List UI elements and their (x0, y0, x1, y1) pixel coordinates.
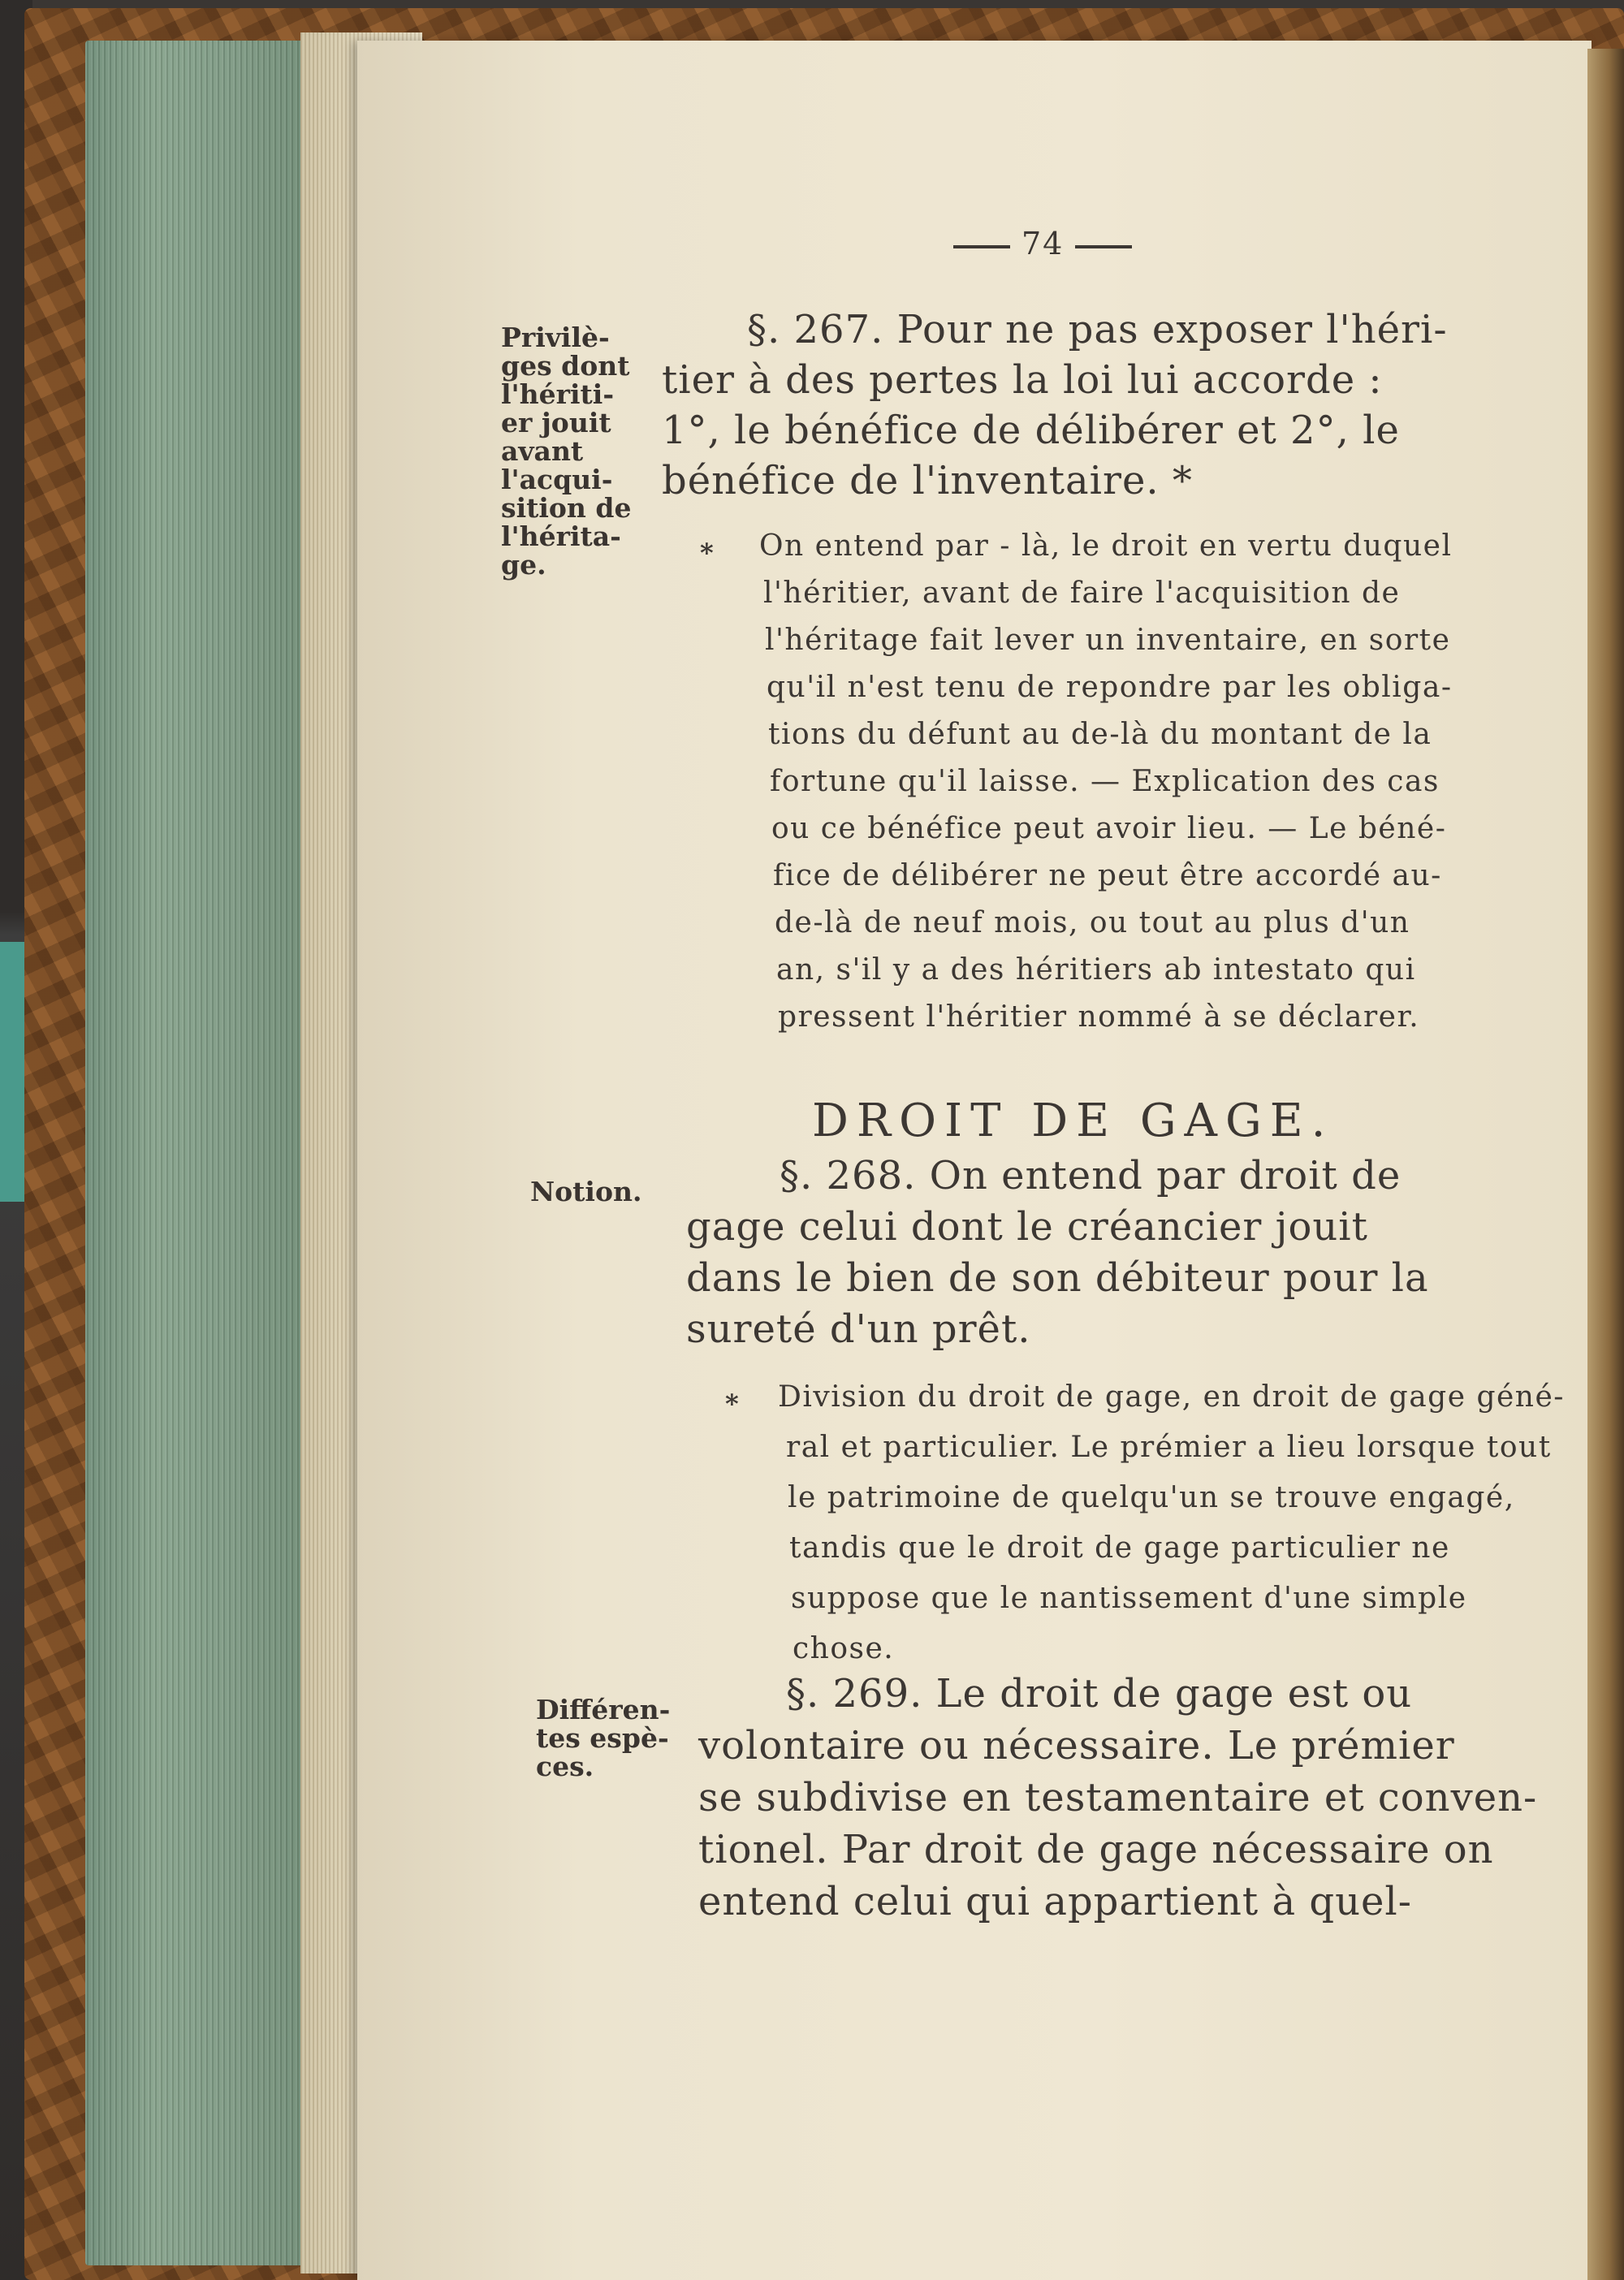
footnote-line: ou ce bénéfice peut avoir lieu. — Le béné- (771, 812, 1447, 845)
footnote-line: qu'il n'est tenu de repondre par les obliga- (767, 671, 1453, 704)
body-line: gage celui dont le créancier jouit (686, 1204, 1368, 1250)
margin-line: avant (501, 435, 584, 467)
footnote-line: an, s'il y a des héritiers ab intestato qui (776, 953, 1416, 987)
footnote-line: Division du droit de gage, en droit de gage géné- (778, 1380, 1565, 1414)
body-line: sureté d'un prêt. (686, 1306, 1031, 1352)
body-line: tionel. Par droit de gage nécessaire on (698, 1827, 1494, 1872)
margin-line: sition de (501, 492, 632, 524)
margin-line: l'acqui- (501, 464, 613, 495)
footnote-line: le patrimoine de quelqu'un se trouve engagé, (788, 1481, 1515, 1514)
body-line: dans le bien de son débiteur pour la (686, 1255, 1429, 1301)
footnote-line: l'héritage fait lever un inventaire, en sorte (765, 624, 1451, 657)
margin-note-differences (536, 1695, 670, 1781)
body-line: se subdivise en testamentaire et conven- (698, 1775, 1538, 1820)
header-dash-left (953, 245, 1010, 248)
body-line: §. 267. Pour ne pas exposer l'héri- (747, 307, 1448, 352)
page-header (942, 226, 1143, 261)
margin-line: tes espè- (536, 1722, 669, 1754)
margin-line: Différen- (536, 1694, 671, 1725)
header-dash-right (1075, 245, 1132, 248)
footnote-line: chose. (793, 1632, 895, 1665)
margin-line: er jouit (501, 407, 611, 438)
footnote-line: pressent l'héritier nommé à se déclarer. (778, 1000, 1420, 1034)
footnote-marker: * (700, 538, 714, 568)
footnote-line: l'héritier, avant de faire l'acquisition de (763, 576, 1401, 610)
margin-line: ge. (501, 549, 546, 581)
footnote-marker: * (725, 1388, 739, 1419)
footnote-line: tions du défunt au de-là du montant de la (768, 718, 1432, 751)
section-heading: DROIT DE GAGE. (812, 1095, 1334, 1147)
body-line: 1°, le bénéfice de délibérer et 2°, le (662, 408, 1400, 453)
body-line: entend celui qui appartient à quel- (698, 1879, 1412, 1924)
footnote-line: tandis que le droit de gage particulier ne (789, 1531, 1450, 1565)
footnote-line: de-là de neuf mois, ou tout au plus d'un (775, 906, 1410, 939)
margin-line: Privilè- (501, 322, 610, 353)
footnote-line: fice de délibérer ne peut être accordé au- (773, 859, 1442, 892)
margin-line: ces. (536, 1751, 594, 1782)
body-line: bénéfice de l'inventaire. * (662, 458, 1193, 503)
margin-note-privileges (501, 323, 631, 579)
footnote-line: On entend par - là, le droit en vertu duquel (759, 529, 1453, 563)
page-number: 74 (1021, 226, 1065, 261)
body-line: volontaire ou nécessaire. Le prémier (698, 1723, 1455, 1768)
margin-line: Notion. (530, 1176, 642, 1207)
footnote-line: suppose que le nantissement d'une simple (791, 1582, 1467, 1615)
margin-line: l'hériti- (501, 378, 615, 410)
footnote-line: ral et particulier. Le prémier a lieu lorsque tout (786, 1431, 1552, 1464)
body-line: §. 269. Le droit de gage est ou (786, 1671, 1413, 1716)
body-line: tier à des pertes la loi lui accorde : (662, 357, 1383, 403)
margin-note-notion (530, 1177, 641, 1206)
footnote-line: fortune qu'il laisse. — Explication des cas (770, 765, 1440, 798)
margin-line: ges dont (501, 350, 630, 382)
margin-line: l'hérita- (501, 520, 621, 552)
body-line: §. 268. On entend par droit de (780, 1153, 1402, 1198)
